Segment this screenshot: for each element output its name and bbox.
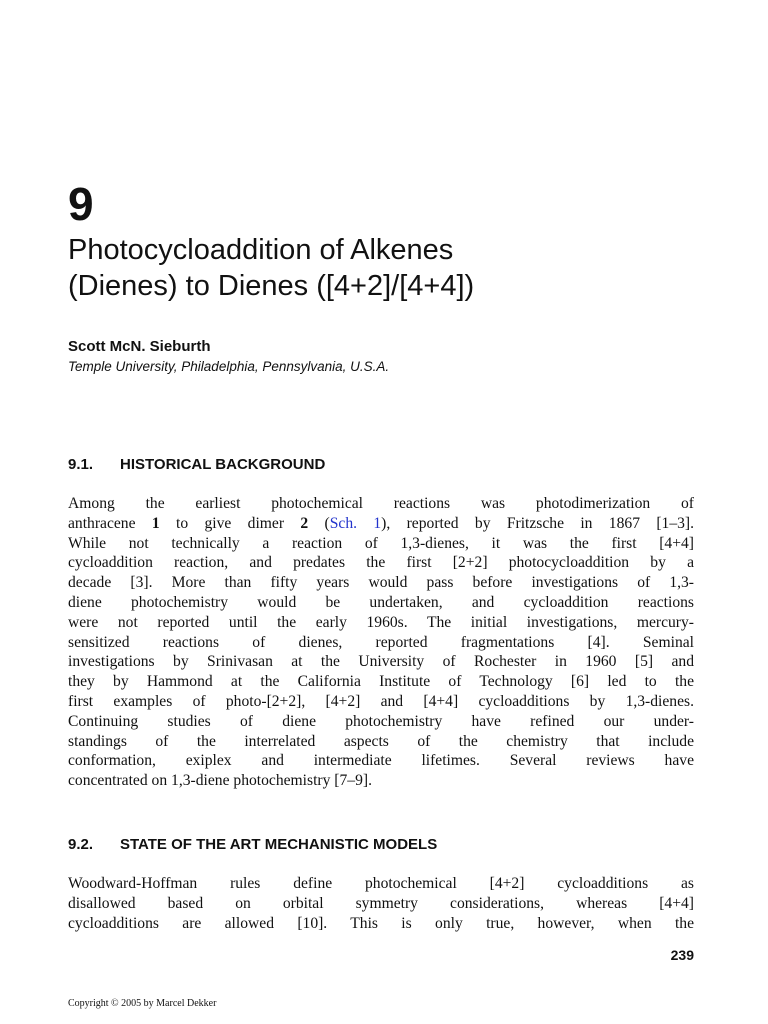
chapter-title-line: Photocycloaddition of Alkenes [68,234,454,266]
compound-reference: 2 [300,514,309,532]
text-line [68,514,694,534]
compound-reference: 1 [151,514,160,532]
page-number: 239 [670,947,694,963]
text-fragment: ( [308,514,330,532]
text-line: diene photochemistry would be undertaken, and cycloaddition reactions [68,593,694,611]
text-line: they by Hammond at the California Institute of Technology [6] led to the [68,673,694,691]
text-fragment: anthracene [68,514,152,532]
section-title: STATE OF THE ART MECHANISTIC MODELS [120,836,438,853]
text-fragment: ), reported by Fritzsche in 1867 [1–3]. [381,514,695,532]
section-title: HISTORICAL BACKGROUND [120,456,326,473]
scheme-link[interactable]: Sch. 1 [329,514,382,532]
copyright-notice: Copyright © 2005 by Marcel Dekker [68,998,217,1009]
text-line: concentrated on 1,3-diene photochemistry [7–9]. [68,772,372,790]
author-affiliation: Temple University, Philadelphia, Pennsylvania, U.S.A. [68,359,390,374]
section-heading-mechanistic-models [68,835,437,855]
text-line: decade [3]. More than fifty years would pass before investigations of 1,3- [68,574,694,592]
text-line: Among the earliest photochemical reactions was photodimerization of [68,495,694,512]
chapter-title [68,232,708,304]
author-name: Scott McN. Sieburth [68,338,211,355]
text-line: investigations by Srinivasan at the University of Rochester in 1960 [5] and [68,653,694,671]
chapter-number: 9 [68,178,94,230]
text-fragment: to give dimer [159,514,301,532]
text-line: first examples of photo-[2+2], [4+2] and [4+4] cycloadditions by 1,3-dienes. [68,692,694,710]
section-number: 9.1. [68,456,94,473]
text-line: cycloaddition reaction, and predates the first [2+2] photocycloaddition by a [68,554,694,572]
section-heading-historical-background [68,455,325,475]
text-line: conformation, exiplex and intermediate lifetimes. Several reviews have [68,752,694,770]
text-line: sensitized reactions of dienes, reported fragmentations [4]. Seminal [68,633,694,651]
section-number: 9.2. [68,836,94,853]
paragraph-mechanistic-models [68,874,694,933]
text-line: were not reported until the early 1960s. The initial investigations, mercury- [68,613,694,631]
paragraph-historical-background [68,494,694,791]
text-line: cycloadditions are allowed [10]. This is only true, however, when the [68,914,694,932]
text-line: Continuing studies of diene photochemistry have refined our under- [68,712,694,730]
text-line: disallowed based on orbital symmetry considerations, whereas [4+4] [68,894,694,912]
text-line: While not technically a reaction of 1,3-dienes, it was the first [4+4] [68,534,694,552]
chapter-title-line: (Dienes) to Dienes ([4+2]/[4+4]) [68,270,475,302]
text-line: standings of the interrelated aspects of the chemistry that include [68,732,694,750]
text-line: Woodward-Hoffman rules define photochemical [4+2] cycloadditions as [68,875,694,892]
